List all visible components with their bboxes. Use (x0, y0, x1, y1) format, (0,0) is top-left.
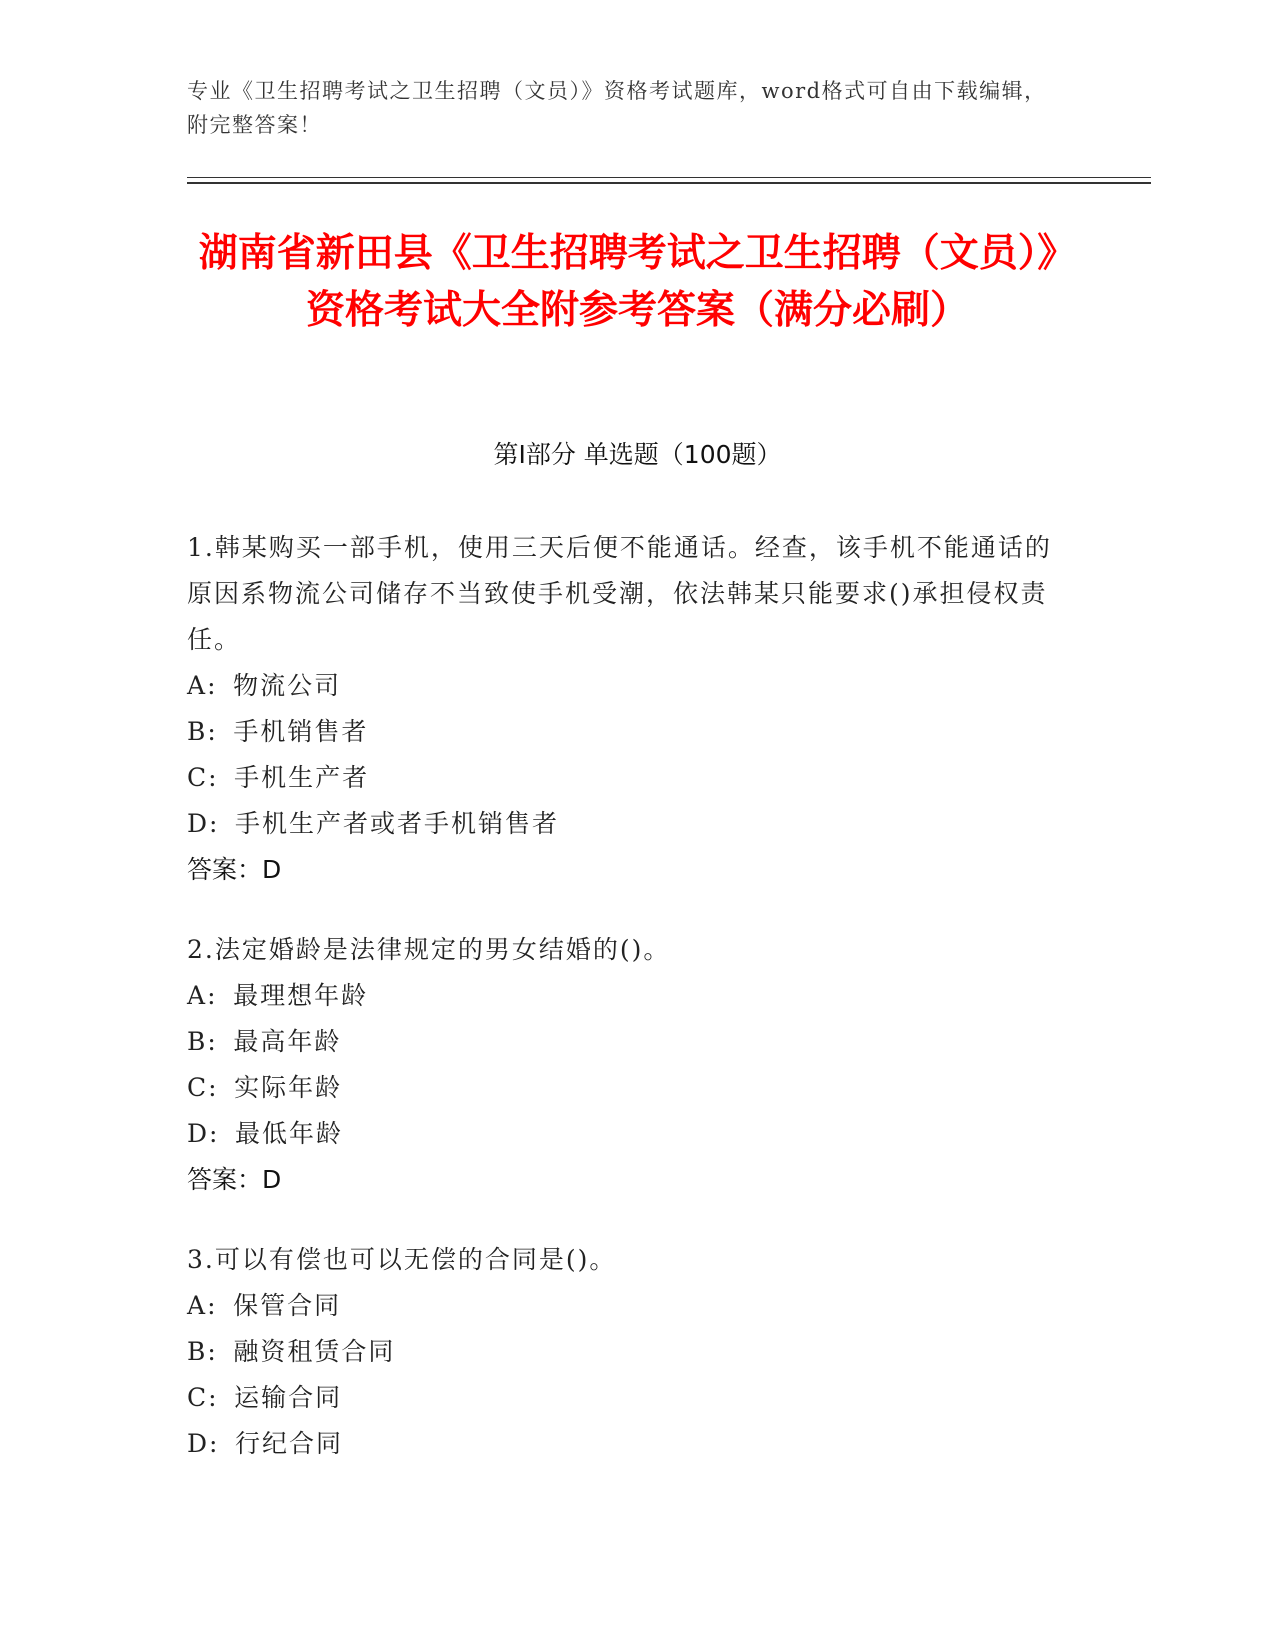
option-d (187, 801, 1067, 847)
option-text: 物流公司 (233, 671, 342, 700)
option-key: D (187, 1119, 210, 1148)
option-text: 保管合同 (233, 1291, 342, 1320)
header-divider-thin (187, 177, 1151, 178)
option-separator: : (207, 981, 218, 1010)
option-separator: : (207, 1291, 218, 1320)
header-divider-thick (187, 182, 1151, 184)
option-a (187, 973, 1067, 1019)
option-separator: : (208, 1383, 219, 1412)
option-text: 手机销售者 (233, 717, 369, 746)
option-a (187, 663, 1067, 709)
option-d (187, 1111, 1067, 1157)
option-separator: : (207, 671, 218, 700)
option-key: C (187, 763, 209, 792)
option-key: C (187, 1383, 209, 1412)
option-c (187, 755, 1067, 801)
option-text: 最低年龄 (235, 1119, 344, 1148)
option-b (187, 1019, 1067, 1065)
option-key: C (187, 1073, 209, 1102)
option-key: A (187, 981, 208, 1010)
option-text: 手机生产者或者手机销售者 (235, 809, 560, 838)
option-b (187, 709, 1067, 755)
question-item (187, 927, 1067, 1203)
option-key: B (187, 1337, 208, 1366)
question-list (187, 525, 1067, 1501)
option-text: 实际年龄 (234, 1073, 343, 1102)
option-separator: : (207, 1027, 218, 1056)
option-key: A (187, 1291, 208, 1320)
question-stem: 1.韩某购买一部手机，使用三天后便不能通话。经查，该手机不能通话的原因系物流公司储存不当致使手机受潮，依法韩某只能要求()承担侵权责任。 (187, 533, 1052, 654)
answer-line: 答案：D (187, 855, 282, 884)
option-d (187, 1421, 1067, 1467)
document-title: 湖南省新田县《卫生招聘考试之卫生招聘（文员）》资格考试大全附参考答案（满分必刷） (198, 231, 1077, 333)
question-stem: 2.法定婚龄是法律规定的男女结婚的()。 (187, 935, 671, 964)
question-item (187, 1237, 1067, 1467)
option-separator: : (209, 809, 220, 838)
question-stem: 3.可以有偿也可以无偿的合同是()。 (187, 1245, 617, 1274)
option-b (187, 1329, 1067, 1375)
option-separator: : (208, 763, 219, 792)
header-note: 专业《卫生招聘考试之卫生招聘（文员）》资格考试题库，word格式可自由下载编辑，附完整答案！ (187, 79, 1047, 137)
option-separator: : (207, 717, 218, 746)
answer-line: 答案：D (187, 1165, 282, 1194)
option-text: 行纪合同 (235, 1429, 344, 1458)
option-key: B (187, 717, 208, 746)
option-c (187, 1065, 1067, 1111)
option-separator: : (208, 1073, 219, 1102)
option-separator: : (207, 1337, 218, 1366)
option-text: 融资租赁合同 (233, 1337, 396, 1366)
option-text: 手机生产者 (234, 763, 370, 792)
option-key: A (187, 671, 208, 700)
option-key: D (187, 1429, 210, 1458)
question-item (187, 525, 1067, 893)
option-text: 最高年龄 (233, 1027, 342, 1056)
option-separator: : (209, 1119, 220, 1148)
option-text: 最理想年龄 (233, 981, 369, 1010)
option-c (187, 1375, 1067, 1421)
section-heading: 第I部分 单选题（100题） (493, 440, 782, 469)
option-key: D (187, 809, 210, 838)
option-a (187, 1283, 1067, 1329)
option-text: 运输合同 (234, 1383, 343, 1412)
option-key: B (187, 1027, 208, 1056)
option-separator: : (209, 1429, 220, 1458)
